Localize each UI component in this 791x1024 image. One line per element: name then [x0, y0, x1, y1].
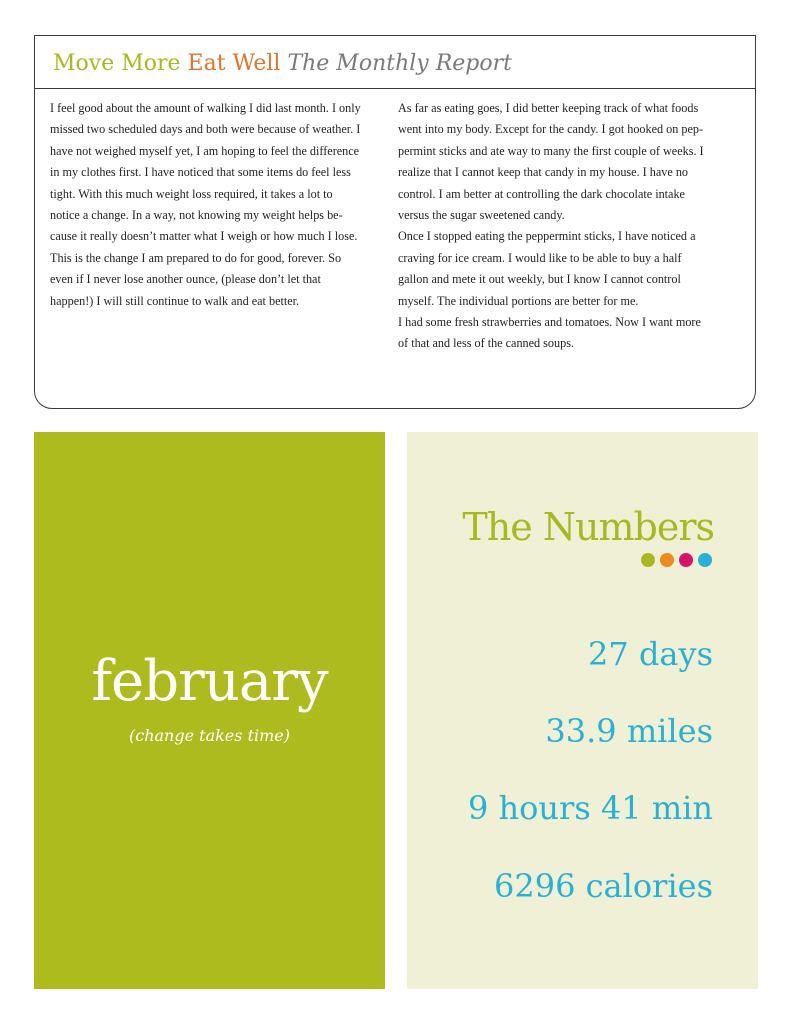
decorative-dots — [641, 553, 712, 567]
report-column-eating — [398, 98, 741, 355]
report-line: happen!) I will still continue to walk and eat better. — [50, 293, 300, 308]
numbers-title: The Numbers — [462, 505, 714, 549]
report-line: even if I never lose another ounce, (please don’t let that — [50, 272, 321, 287]
report-line: control. I am better at controlling the dark chocolate intake — [398, 186, 685, 201]
numbers-panel — [407, 432, 758, 989]
report-line: missed two scheduled days and both were because of weather. I — [50, 122, 361, 137]
report-line: gallon and mete it out weekly, but I know I cannot control — [398, 272, 681, 287]
header-monthly-report: The Monthly Report — [287, 51, 512, 76]
report-line: have not weighed myself yet, I am hoping to feel the difference — [50, 143, 360, 158]
month-panel — [34, 432, 385, 989]
report-line: I had some fresh strawberries and tomatoes. Now I want more — [398, 315, 701, 330]
dot-green — [641, 553, 655, 567]
header-move-more: Move More — [53, 51, 181, 76]
header-eat-well: Eat Well — [187, 51, 281, 76]
dot-cyan — [698, 553, 712, 567]
dot-orange — [660, 553, 674, 567]
stat-miles: 33.9 miles — [545, 712, 713, 750]
report-columns — [50, 98, 741, 355]
month-tagline: (change takes time) — [128, 726, 290, 745]
walking-paragraph — [50, 98, 393, 312]
report-line: realize that I cannot keep that candy in my house. I have no — [398, 165, 689, 180]
month-title: february — [91, 649, 328, 714]
stat-calories: 6296 calories — [494, 867, 713, 905]
dot-magenta — [679, 553, 693, 567]
report-line: This is the change I am prepared to do for good, forever. So — [50, 250, 342, 265]
report-line: versus the sugar sweetened candy. — [398, 208, 565, 223]
report-line: in my clothes first. I have noticed that some items do feel less — [50, 165, 351, 180]
report-line: craving for ice cream. I would like to be able to buy a half — [398, 250, 682, 265]
report-line: tight. With this much weight loss required, it takes a lot to — [50, 186, 333, 201]
stat-days: 27 days — [588, 635, 713, 673]
report-line: went into my body. Except for the candy. I got hooked on pep- — [398, 122, 704, 137]
report-column-walking — [50, 98, 393, 355]
report-line: I feel good about the amount of walking I did last month. I only — [50, 101, 361, 115]
stat-time: 9 hours 41 min — [468, 789, 713, 827]
report-line: cause it really doesn’t matter what I weigh or how much I lose. — [50, 229, 358, 244]
report-line: permint sticks and ate way to many the first couple of weeks. I — [398, 143, 704, 158]
report-line: As far as eating goes, I did better keeping track of what foods — [398, 101, 699, 115]
report-line: of that and less of the canned soups. — [398, 336, 574, 351]
monthly-report-box — [34, 35, 756, 409]
report-header — [35, 36, 755, 89]
report-line: myself. The individual portions are better for me. — [398, 293, 639, 308]
report-line: Once I stopped eating the peppermint sticks, I have noticed a — [398, 229, 696, 244]
eating-paragraph — [398, 98, 741, 355]
report-line: notice a change. In a way, not knowing my weight helps be- — [50, 208, 343, 223]
